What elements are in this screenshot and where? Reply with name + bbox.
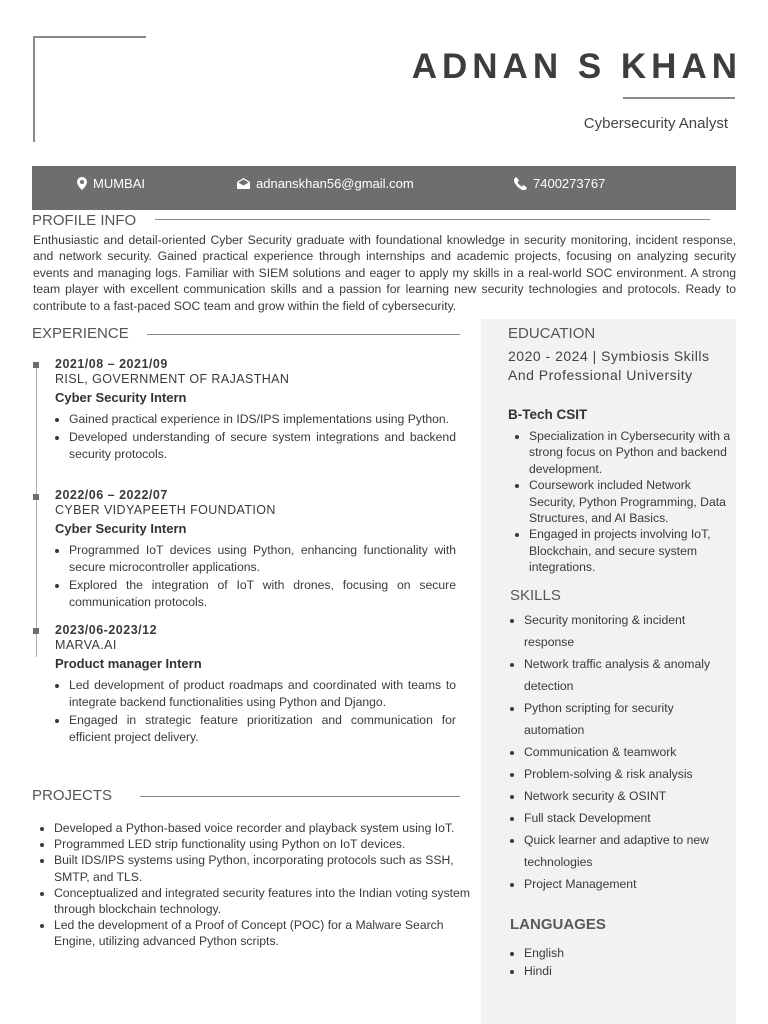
- projects-divider: [140, 796, 460, 797]
- experience-divider: [147, 334, 460, 335]
- skills-title: SKILLS: [510, 587, 561, 604]
- list-item: • Problem-solving & risk analysis: [524, 763, 734, 785]
- list-item: • Led the development of a Proof of Concept (POC) for a Malware Search Engine, utilizing advanced Python scripts.: [54, 917, 484, 949]
- list-item: • Security monitoring & incident response: [524, 609, 734, 653]
- job-date: 2023/06-2023/12: [55, 623, 158, 637]
- corner-line-horizontal: [33, 36, 146, 38]
- profile-divider: [155, 219, 710, 220]
- job-title: Cyber Security Intern: [55, 521, 187, 536]
- job-bullets: [55, 677, 456, 746]
- list-item: • Built IDS/IPS systems using Python, incorporating protocols such as SSH, SMTP, and TLS.: [54, 852, 484, 884]
- list-item: • Specialization in Cybersecurity with a strong focus on Python and backend development.: [529, 428, 734, 477]
- skills-list: [503, 609, 734, 895]
- degree-title: B-Tech CSIT: [508, 407, 588, 422]
- email-text[interactable]: adnanskhan56@gmail.com: [256, 176, 414, 191]
- job-title: Cyber Security Intern: [55, 390, 187, 405]
- experience-title: EXPERIENCE: [32, 325, 129, 342]
- job-title: Product manager Intern: [55, 656, 202, 671]
- education-list: [508, 428, 734, 576]
- projects-list: [33, 820, 484, 950]
- list-item: • Conceptualized and integrated security features into the Indian voting system through blockchain technology.: [54, 885, 484, 917]
- education-heading: 2020 - 2024 | Symbiosis Skills And Professional University: [508, 348, 710, 383]
- list-item: • Communication & teamwork: [524, 741, 734, 763]
- list-item: • Engaged in strategic feature prioritization and communication for efficient project delivery.: [69, 712, 456, 746]
- job-bullets: [55, 411, 456, 463]
- list-item: • Project Management: [524, 873, 734, 895]
- languages-title: LANGUAGES: [510, 916, 606, 933]
- list-item: • Network security & OSINT: [524, 785, 734, 807]
- contact-location: [77, 176, 145, 191]
- contact-email[interactable]: [237, 176, 414, 191]
- job-entry: [55, 623, 456, 747]
- list-item: • Gained practical experience in IDS/IPS implementations using Python.: [69, 411, 456, 428]
- corner-line-vertical: [33, 36, 35, 142]
- list-item: • Network traffic analysis & anomaly detection: [524, 653, 734, 697]
- timeline-dot: [33, 362, 39, 368]
- profile-title: PROFILE INFO: [32, 212, 137, 229]
- list-item: • Quick learner and adaptive to new technologies: [524, 829, 734, 873]
- phone-text[interactable]: 7400273767: [533, 176, 606, 191]
- list-item: • Full stack Development: [524, 807, 734, 829]
- name-divider: [623, 97, 735, 99]
- list-item: • Python scripting for security automation: [524, 697, 734, 741]
- job-date: 2022/06 – 2022/07: [55, 488, 168, 502]
- projects-title: PROJECTS: [32, 787, 113, 804]
- experience-timeline: [36, 365, 37, 657]
- envelope-icon: [237, 178, 250, 189]
- list-item: • Engaged in projects involving IoT, Blockchain, and secure system integrations.: [529, 526, 734, 575]
- list-item: • Hindi: [524, 962, 724, 980]
- candidate-role: Cybersecurity Analyst: [583, 115, 728, 132]
- list-item: • Coursework included Network Security, Python Programming, Data Structures, and AI Basics.: [529, 477, 734, 526]
- contact-phone[interactable]: [514, 176, 605, 191]
- job-organization: CYBER VIDYAPEETH FOUNDATION: [55, 503, 276, 517]
- job-entry: [55, 488, 456, 612]
- timeline-dot: [33, 494, 39, 500]
- list-item: • Developed a Python-based voice recorder and playback system using IoT.: [54, 820, 484, 836]
- list-item: • English: [524, 944, 724, 962]
- job-bullets: [55, 542, 456, 611]
- job-organization: RISL, GOVERNMENT OF RAJASTHAN: [55, 372, 290, 386]
- job-date: 2021/08 – 2021/09: [55, 357, 168, 371]
- profile-text: Enthusiastic and detail-oriented Cyber Security graduate with foundational knowledge in security monitoring, incident response, and network security. Gained practical experience through internships and academic projects, focusing on analyzing security events and managing logs. Familiar with SIEM solutions and eager to apply my skills in a real-world SOC environment. A strong team player with excellent communication skills and a passion for learning new security technologies and protocols. Ready to contribute to a fast-paced SOC team and grow within the field of cybersecurity.: [33, 233, 736, 313]
- candidate-name: ADNAN S KHAN: [411, 47, 742, 86]
- timeline-dot: [33, 628, 39, 634]
- list-item: • Developed understanding of secure system integrations and backend security protocols.: [69, 429, 456, 463]
- job-entry: [55, 357, 456, 464]
- location-pin-icon: [77, 177, 87, 190]
- phone-icon: [514, 177, 527, 190]
- job-organization: MARVA.AI: [55, 638, 117, 652]
- list-item: • Programmed LED strip functionality using Python on IoT devices.: [54, 836, 484, 852]
- list-item: • Led development of product roadmaps and coordinated with teams to integrate backend functionalities using Python and Django.: [69, 677, 456, 711]
- list-item: • Explored the integration of IoT with drones, focusing on secure communication protocols.: [69, 577, 456, 611]
- education-title: EDUCATION: [508, 325, 596, 342]
- location-text: MUMBAI: [93, 176, 145, 191]
- list-item: • Programmed IoT devices using Python, enhancing functionality with secure microcontroller applications.: [69, 542, 456, 576]
- languages-list: [503, 944, 724, 980]
- contact-bar: [32, 166, 736, 210]
